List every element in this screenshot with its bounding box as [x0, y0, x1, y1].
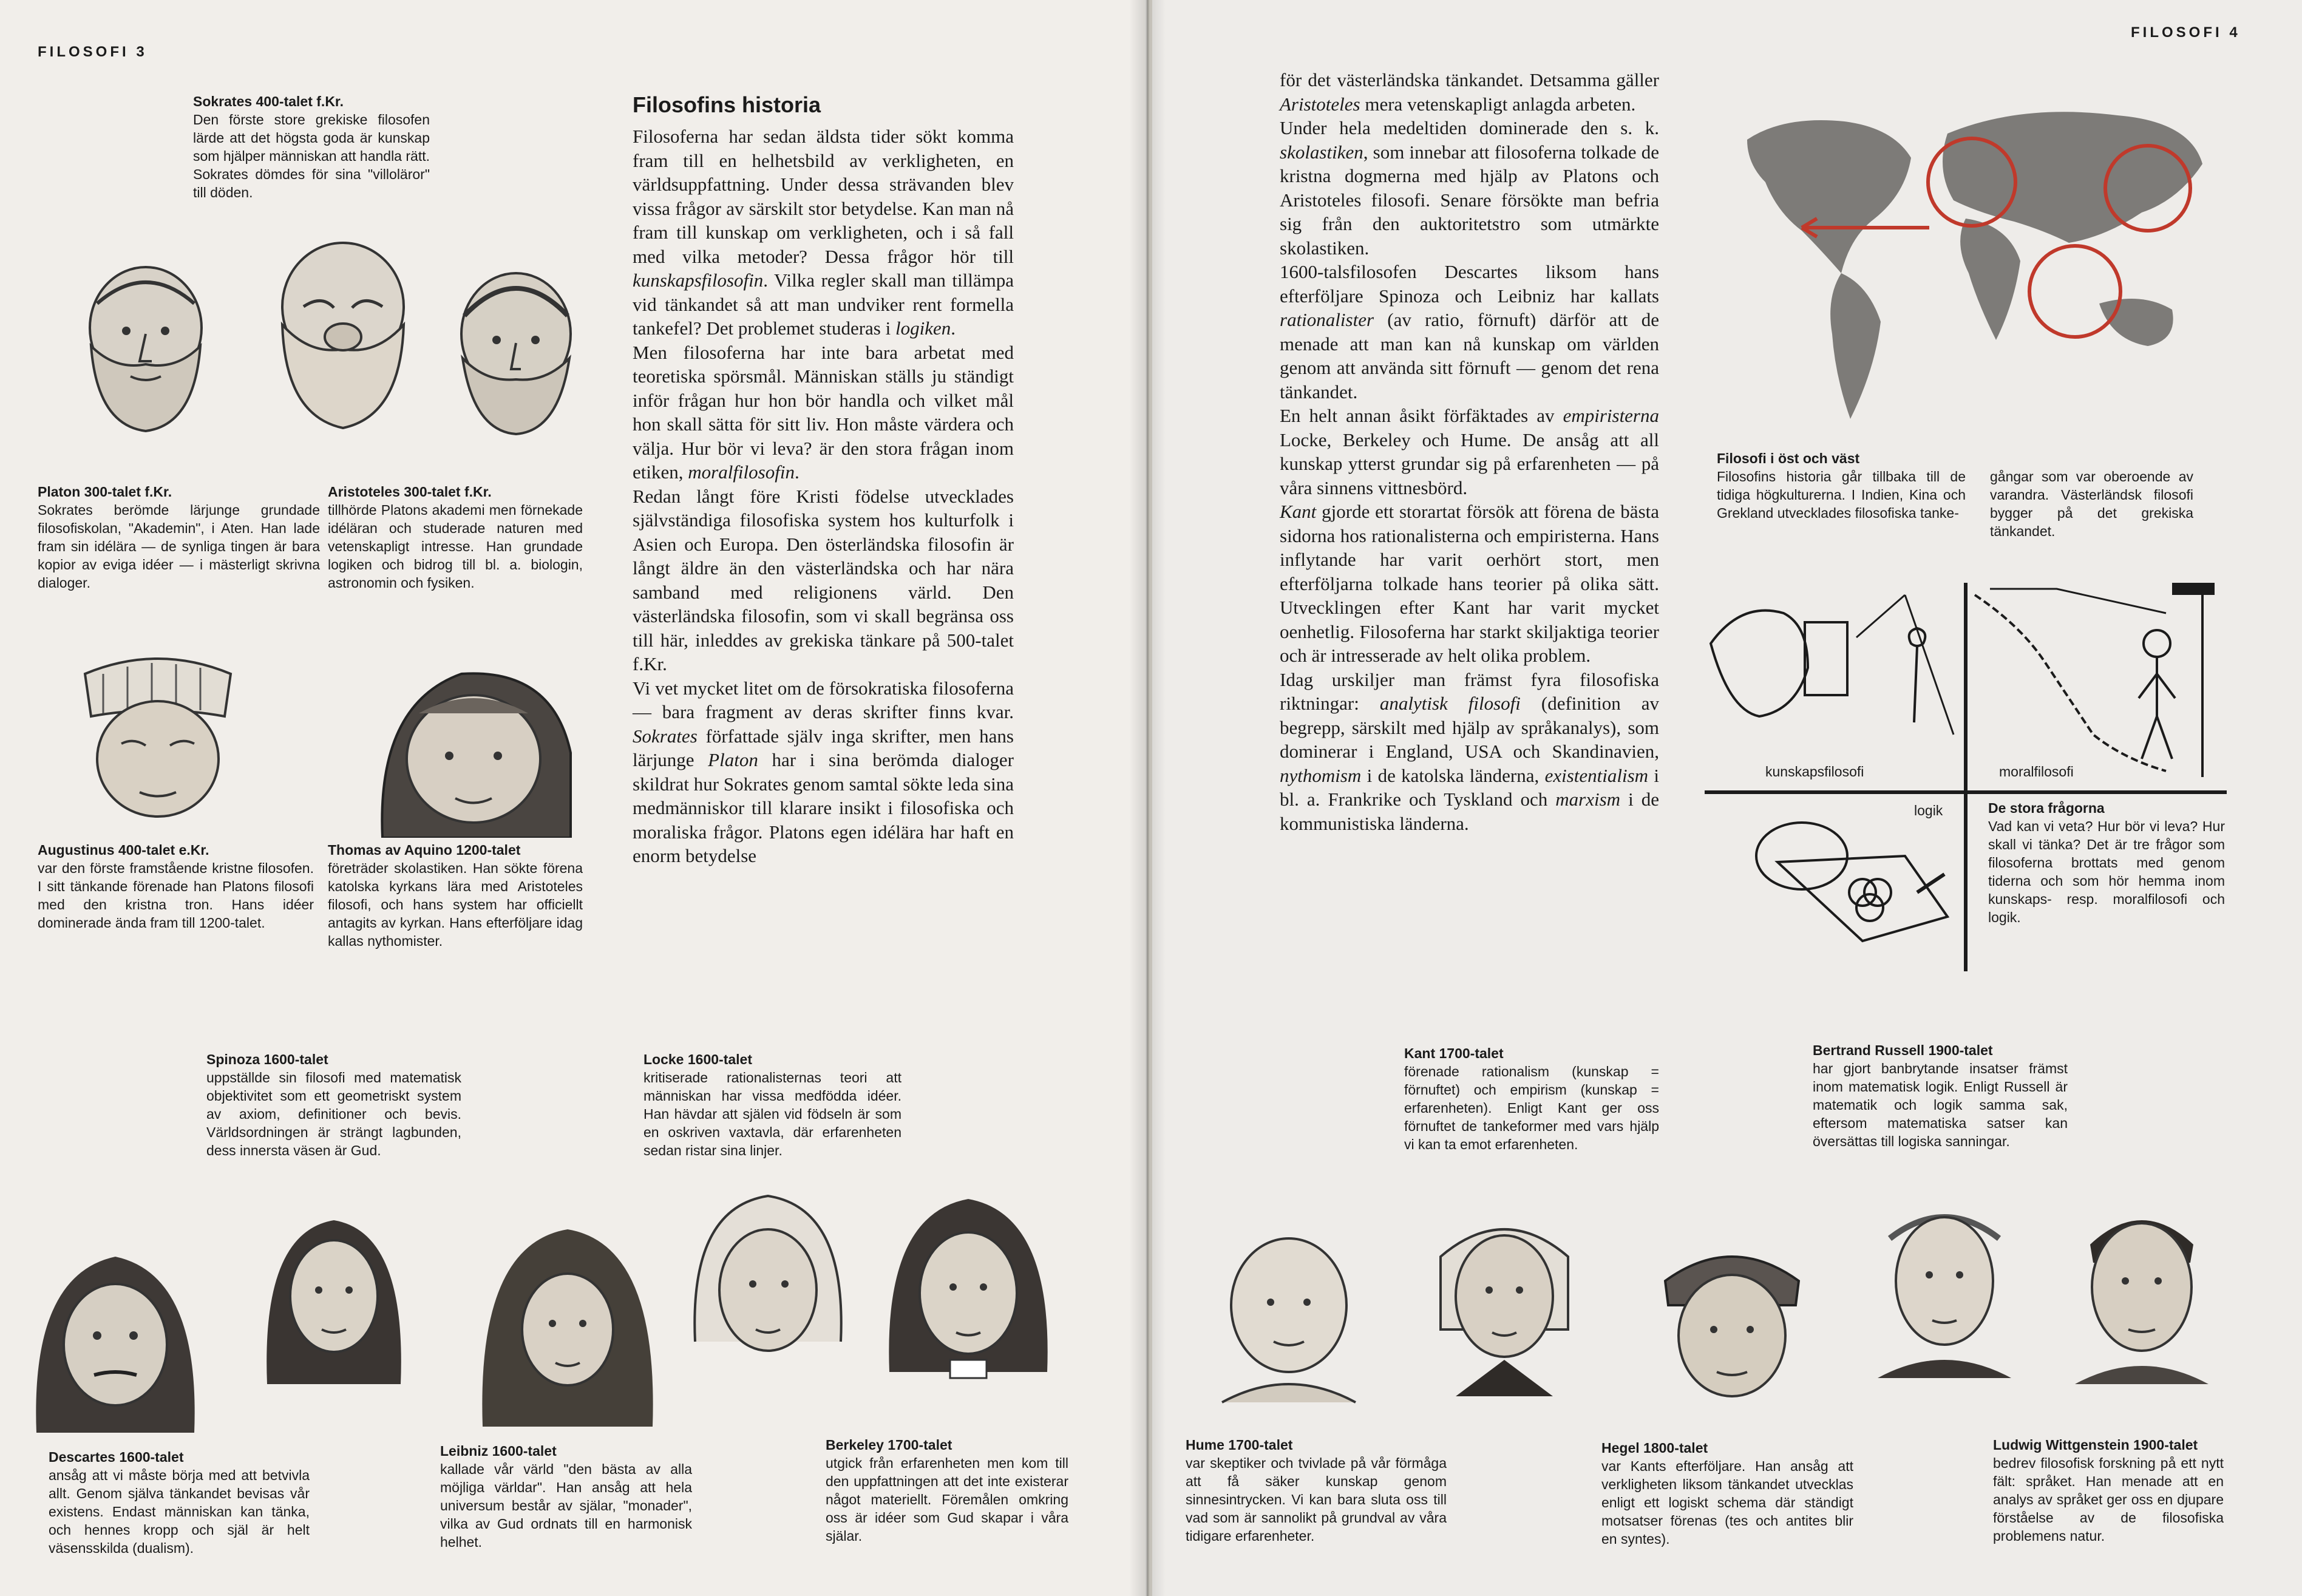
- article-column-left: [633, 124, 1014, 868]
- caption-body: tillhörde Platons akademi men förnekade idéläran och studerade naturen med vetenskapligt intresse. Han grundade logiken och bidrog till bl. a. biologin, astronomin och fysiken.: [328, 502, 583, 591]
- caption-body: kallade vår värld "den bästa av alla möjliga världar". Han ansåg att hela universum består av själar, "monader", vilka av Gud ordnats till en harmonisk helhet.: [440, 1461, 692, 1550]
- caption-spinoza: [206, 1050, 461, 1160]
- descartes-portrait: [24, 1238, 206, 1433]
- article-text: Under hela medeltiden dominerade den s. k.: [1280, 117, 1659, 138]
- article-text: 1600-talsfilosofen Descartes liksom hans efterföljare Spinoza och Leibniz har kallats: [1280, 261, 1659, 307]
- caption-platon: [38, 483, 320, 592]
- article-text: Men filosoferna har inte bara arbetat med teoretiska spörsmål. Människan ställs ju ständigt inför frågan hur hon bör handla och vilket mål hon skall sätta för sitt liv. Hon måste värdera och välja. Hur bör vi leva? är den stora frågan inom etiken,: [633, 341, 1014, 483]
- caption-title: Kant 1700-talet: [1404, 1045, 1504, 1061]
- article-text: gjorde ett storartat försök att förena de bästa sidorna hos rationalisterna och empiristerna. Hans inflytande har varit oerhört stort, men efterföljarna tolkade hans teorier på olika sätt. Utvecklingen efter Kant har varit mycket oenhetlig. Filosoferna har starkt skiljaktiga teorier och är intresserade av helt olika problem.: [1280, 501, 1659, 666]
- caption-title: Filosofi i öst och väst: [1717, 450, 1860, 466]
- italic-term: kunskapsfilosofin: [633, 270, 764, 291]
- caption-augustinus: [38, 841, 314, 932]
- article-paragraph: [1280, 260, 1659, 404]
- caption-title: Ludwig Wittgenstein 1900-talet: [1993, 1437, 2198, 1453]
- article-text: Locke, Berkeley och Hume. De ansåg att all kunskap ytterst grundar sig på erfarenheten — på våra sinnens vittnesbörd.: [1280, 429, 1659, 498]
- article-text: (av ratio, förnuft) därför att de menade att man kan nå kunskap om världen genom att använda sitt förnuft — genom det rena tänkandet.: [1280, 309, 1659, 402]
- platon-portrait: [55, 255, 237, 437]
- italic-term: logiken: [895, 318, 951, 339]
- italic-term: empiristerna: [1563, 405, 1659, 426]
- article-paragraph: [1280, 500, 1659, 668]
- world-map: [1729, 91, 2209, 437]
- article-paragraph: [1280, 116, 1659, 260]
- caption-body: företräder skolastiken. Han sökte förena katolska kyrkans lära med Aristoteles filosofi, och hans system har officiellt antagits av kyrkan. Hans efterföljare idag kallas nythomister.: [328, 860, 583, 949]
- diagram-label-logik: logik: [1914, 803, 1943, 818]
- article-text: i de kommunistiska länderna.: [1280, 789, 1660, 834]
- caption-map: [1717, 449, 1966, 522]
- article-paragraph: [1280, 68, 1659, 116]
- augustinus-portrait: [55, 637, 261, 832]
- book-spine-shadow: [1129, 0, 1166, 1596]
- italic-term: Platon: [708, 749, 758, 770]
- wittgenstein-portrait: [2051, 1184, 2233, 1384]
- running-head-right: FILOSOFI 4: [2131, 24, 2241, 41]
- caption-title: Spinoza 1600-talet: [206, 1051, 328, 1067]
- caption-body: var Kants efterföljare. Han ansåg att verkligheten liksom tänkandet utvecklas enligt ett logiskt schema där ständigt motsatser förenas (tes och antites blir en syntes).: [1601, 1458, 1853, 1547]
- diagram-label-moralfilosofi: moralfilosofi: [1999, 764, 2074, 779]
- article-text: Redan långt före Kristi födelse utvecklades självständiga filosofiska system hos kulturfolk i Asien och Europa. Den österländska filosofin är långt äldre än den västerländska och har nära samband med religionens värld. Den västerländska filosofin, som vi skall begränsa oss till här, inleddes av grekiska tänkare på 500-talet f.Kr.: [633, 485, 1014, 674]
- caption-body: bedrev filosofisk forskning på ett nytt fält: språket. Han menade att en analys av språket ger oss en djupare förståelse av de filosofiska problemens natur.: [1993, 1455, 2224, 1544]
- italic-term: moralfilosofin: [688, 461, 795, 483]
- caption-title: Locke 1600-talet: [643, 1051, 752, 1067]
- aristoteles-portrait: [425, 261, 607, 437]
- italic-term: Kant: [1280, 501, 1317, 522]
- philosophy-diagram: [1705, 577, 2227, 996]
- article-text: .: [794, 461, 800, 483]
- caption-title: Hume 1700-talet: [1186, 1437, 1293, 1453]
- article-title: Filosofins historia: [633, 92, 821, 117]
- italic-term: Aristoteles: [1280, 93, 1360, 115]
- article-text: . Vilka regler skall man tillämpa vid tänkandet så att man undviker rent formella tankefel? Det problemet studeras i: [633, 270, 1014, 339]
- article-text: författade själv inga skrifter, men hans lärjunge: [633, 725, 1014, 770]
- article-text: i bl. a. Frankrike och Tyskland och: [1280, 764, 1659, 810]
- caption-body: kritiserade rationalisternas teori att människan har vissa medfödda idéer. Han hävdar att själen vid födseln är som en oskriven vaxtavla, där erfarenheten sedan ristar sina linjer.: [643, 1070, 901, 1158]
- article-column-right: [1280, 68, 1659, 835]
- leibniz-portrait: [477, 1220, 659, 1427]
- italic-term: skolastiken: [1280, 141, 1363, 163]
- caption-body: utgick från erfarenheten men kom till den uppfattningen att det inte existerar något materiellt. Föremålen omkring oss är idéer som Gud skapar i våra själar.: [826, 1455, 1068, 1544]
- caption-title: Hegel 1800-talet: [1601, 1440, 1708, 1456]
- hegel-portrait: [1635, 1214, 1829, 1421]
- caption-leibniz: [440, 1442, 692, 1551]
- caption-title: Berkeley 1700-talet: [826, 1437, 952, 1453]
- caption-locke: [643, 1050, 901, 1160]
- italic-term: Sokrates: [633, 725, 698, 747]
- caption-body: Sokrates berömde lärjunge grundade filosofiskolan, "Akademin", i Aten. Han lade fram sin idélära — de synliga tingen är bara kopior av eviga idéer — i mästerligt skrivna dialoger.: [38, 502, 320, 591]
- caption-title: Bertrand Russell 1900-talet: [1813, 1042, 1993, 1058]
- caption-wittgenstein: [1993, 1436, 2224, 1545]
- hume-portrait: [1198, 1214, 1380, 1408]
- caption-descartes: [49, 1448, 310, 1557]
- article-text: Idag urskiljer man främst fyra filosofiska riktningar:: [1280, 668, 1659, 714]
- article-paragraph: [633, 676, 1014, 868]
- spinoza-portrait: [258, 1208, 410, 1384]
- aquino-portrait: [358, 656, 583, 838]
- caption-map-continued: [1990, 467, 2193, 540]
- caption-title: Platon 300-talet f.Kr.: [38, 484, 172, 500]
- article-text: Filosoferna har sedan äldsta tider sökt komma fram till en helhetsbild av verkligheten, en världsuppfattning. Under dessa strävanden blev vissa frågor av särskilt stor betydelse. Kan man nå fram till kunskap om verkligheten, och i så fall med vilka metoder? Dessa frågor hör till: [633, 126, 1014, 267]
- caption-body: Filosofins historia går tillbaka till de tidiga högkulturerna. I Indien, Kina och Grekland utvecklades filosofiska tanke-: [1717, 469, 1966, 521]
- caption-big-questions: [1988, 799, 2225, 926]
- caption-title: Augustinus 400-talet e.Kr.: [38, 842, 209, 858]
- article-paragraph: [1280, 668, 1659, 836]
- caption-title: Aristoteles 300-talet f.Kr.: [328, 484, 492, 500]
- caption-russell: [1813, 1041, 2068, 1150]
- article-paragraph: [633, 341, 1014, 484]
- caption-body: ansåg att vi måste börja med att betvivla allt. Genom själva tänkandet bevisas vår existens. Endast människan kan tänka, och hennes kropp och själ är helt väsensskilda (dualism).: [49, 1467, 310, 1556]
- caption-body: uppställde sin filosofi med matematisk objektivitet som ett geometriskt system av axiom, definitioner och bevis. Världsordningen är strängt lagbunden, dess innersta väsen är Gud.: [206, 1070, 461, 1158]
- caption-sokrates: [193, 92, 430, 202]
- italic-term: marxism: [1555, 789, 1621, 810]
- caption-body: Den förste store grekiske filosofen lärde att det högsta goda är kunskap som hjälper människan att handla rätt. Sokrates dömdes för sina "villoläror" till döden.: [193, 112, 430, 200]
- caption-title: Sokrates 400-talet f.Kr.: [193, 93, 344, 109]
- caption-body: förenade rationalism (kunskap = förnuftet) och empirism (kunskap = erfarenheten). Enligt Kant ger oss förnuftet de tankeformer med vars hjälp vi kan ta emot erfarenheten.: [1404, 1064, 1659, 1152]
- diagram-label-kunskapsfilosofi: kunskapsfilosofi: [1765, 764, 1864, 779]
- article-text: .: [951, 318, 956, 339]
- article-paragraph: [633, 124, 1014, 341]
- caption-berkeley: [826, 1436, 1068, 1545]
- article-text: för det västerländska tänkandet. Detsamma gäller: [1280, 69, 1659, 90]
- article-text: i de katolska länderna,: [1361, 764, 1545, 786]
- sokrates-portrait: [249, 234, 437, 434]
- caption-body: Vad kan vi veta? Hur bör vi leva? Hur skall vi tänka? Det är tre frågor som filosoferna brottats med genom tiderna och som hör hemma inom kunskaps- resp. moralfilosofi och logik.: [1988, 818, 2225, 925]
- caption-hume: [1186, 1436, 1447, 1545]
- caption-body: gångar som var oberoende av varandra. Västerländsk filosofi bygger på det grekiska tänkandet.: [1990, 469, 2193, 539]
- caption-body: var skeptiker och tvivlade på vår förmåga att få säker kunskap genom sinnesintrycken. Vi kan bara sluta oss till vad som är sannolikt på grundval av våra tidigare erfarenheter.: [1186, 1455, 1447, 1544]
- caption-title: Leibniz 1600-talet: [440, 1443, 557, 1459]
- article-text: , som innebar att filosoferna tolkade de kristna dogmerna med hjälp av Platons och Aristoteles filosofi. Senare försökte man befria sig från den auktoritetstro som utmärkte skolastiken.: [1280, 141, 1659, 259]
- left-page: [0, 0, 1147, 1596]
- article-paragraph: [1280, 404, 1659, 500]
- caption-kant: [1404, 1044, 1659, 1153]
- italic-term: analytisk filosofi: [1379, 693, 1521, 714]
- article-text: En helt annan åsikt förfäktades av: [1280, 405, 1563, 426]
- italic-term: existentialism: [1544, 764, 1649, 786]
- article-text: har i sina berömda dialoger skildrat hur Sokrates genom samtal sökte leda sina medmänniskor till klarare insikt i filosofiska och moraliska frågor. Platons egen idélära har haft en enorm betydelse: [633, 749, 1014, 866]
- article-text: Vi vet mycket litet om de försokratiska filosoferna — bara fragment av deras skrifter finns kvar.: [633, 677, 1014, 722]
- italic-term: nythomism: [1280, 764, 1362, 786]
- caption-title: Thomas av Aquino 1200-talet: [328, 842, 521, 858]
- russell-portrait: [1853, 1184, 2035, 1378]
- italic-term: rationalister: [1280, 309, 1374, 330]
- caption-title: De stora frågorna: [1988, 800, 2105, 816]
- article-text: mera vetenskapligt anlagda arbeten.: [1360, 93, 1636, 115]
- right-page: [1152, 0, 2302, 1596]
- caption-title: Descartes 1600-talet: [49, 1449, 184, 1465]
- locke-portrait: [677, 1184, 859, 1378]
- running-head-left: FILOSOFI 3: [38, 44, 148, 60]
- berkeley-portrait: [877, 1190, 1059, 1390]
- caption-aristoteles: [328, 483, 583, 592]
- article-paragraph: [633, 484, 1014, 676]
- kant-portrait: [1413, 1196, 1595, 1396]
- article-text: (definition av begrepp, särskilt med hjälp av språkanalys), som dominerar i England, USA och Skandinavien,: [1280, 693, 1659, 762]
- caption-hegel: [1601, 1439, 1853, 1548]
- caption-body: var den förste framstående kristne filosofen. I sitt tänkande förenade han Platons filosofi med den kristna tron. Hans idéer dominerade ända fram till 1200-talet.: [38, 860, 314, 931]
- caption-body: har gjort banbrytande insatser främst inom matematisk logik. Enligt Russell är matematik och logik samma sak, eftersom matematiska satser kan översättas till logiska sanningar.: [1813, 1061, 2068, 1149]
- caption-aquino: [328, 841, 583, 950]
